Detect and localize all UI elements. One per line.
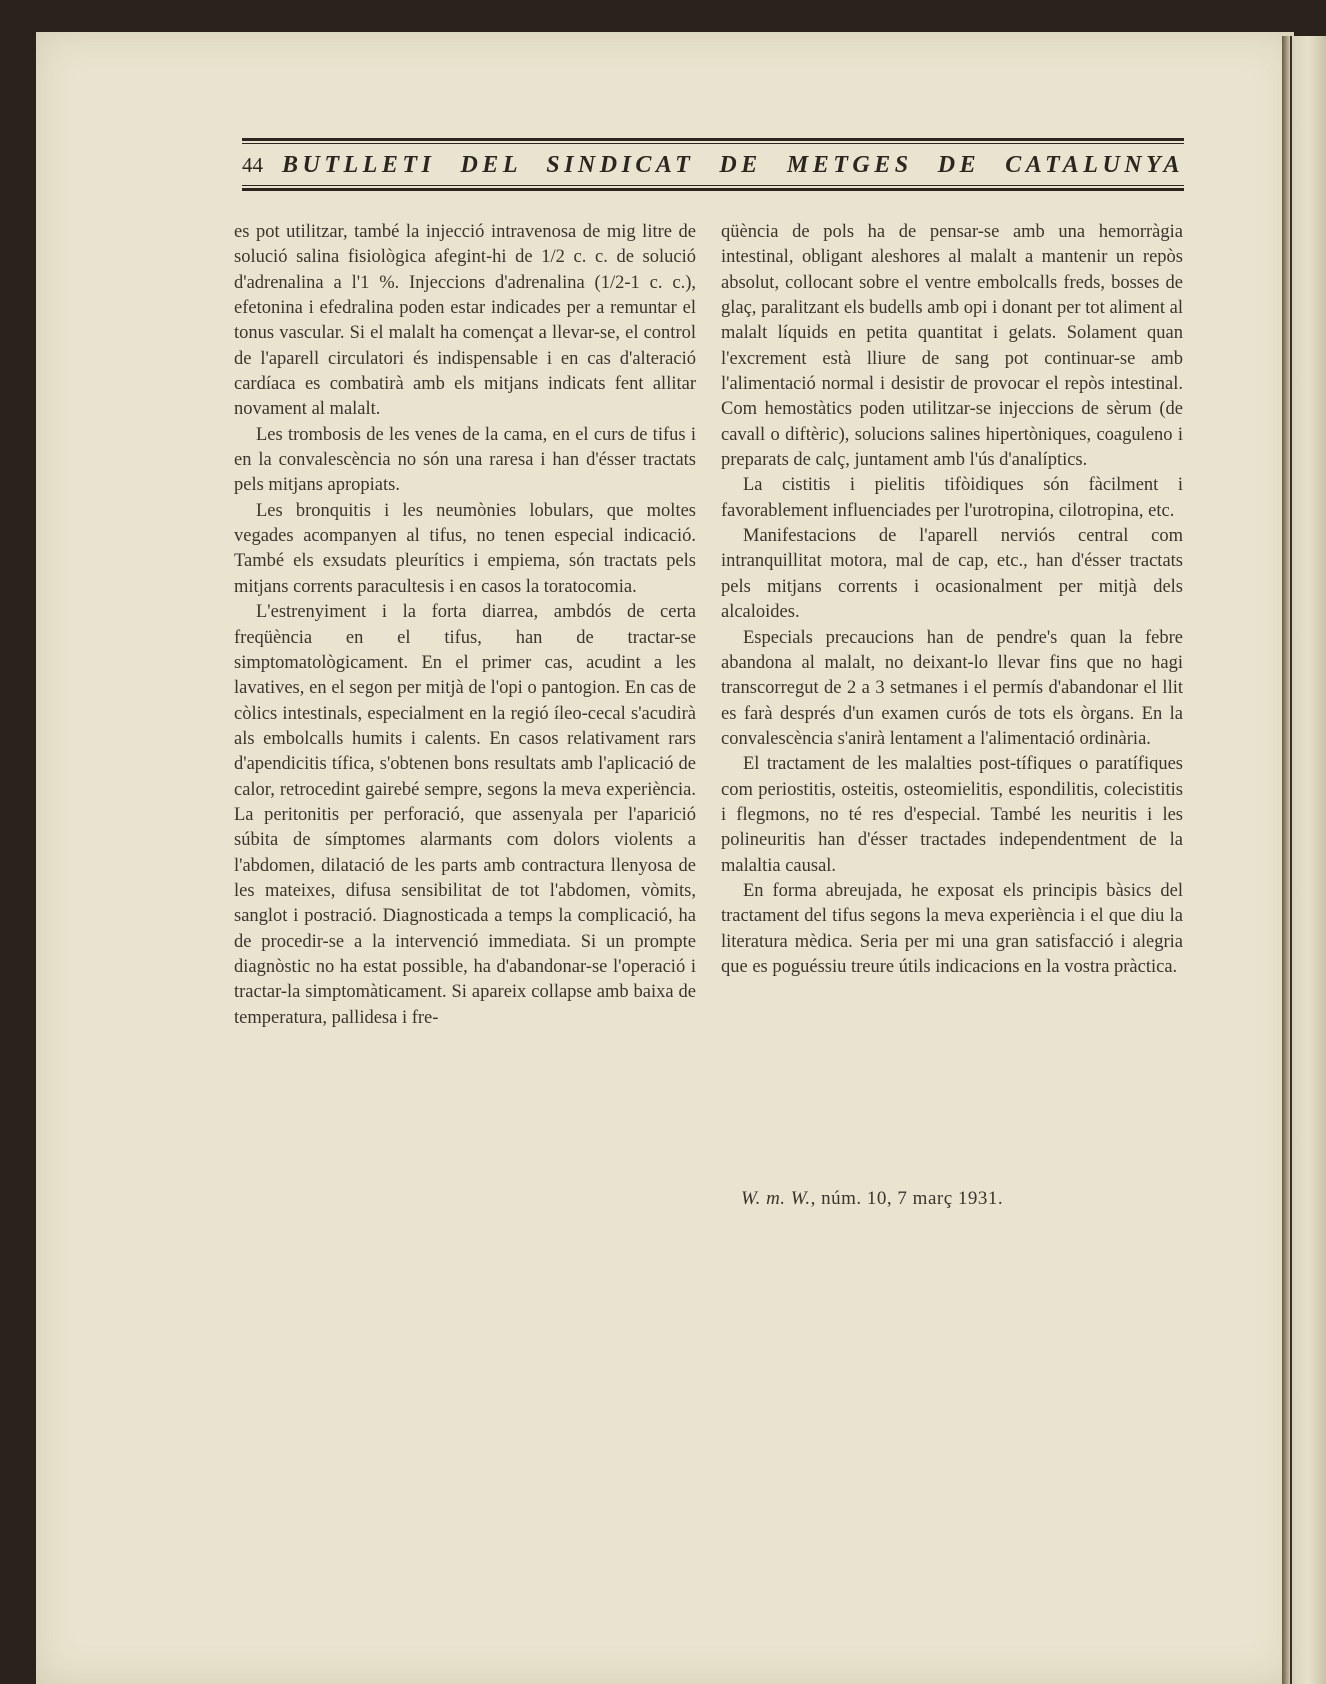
paragraph: En forma abreujada, he exposat els principis bàsics del tractament del tifus segons la meva experiència i el que diu la literatura mèdica. Seria per mi una gran satisfacció i alegria que es poguéssiu treure útils indicacions en la vostra pràctica. (721, 880, 1183, 977)
paragraph: qüència de pols ha de pensar-se amb una hemorràgia intestinal, obligant aleshores al malalt a mantenir un repòs absolut, collocant sobre el ventre embolcalls freds, bosses de glaç, paralitzant els budells amb opi i donant per tot aliment al malalt líquids en petita quantitat i gelats. Solament quan l'excrement està lliure de sang pot continuar-se amb l'alimentació normal i desistir de provocar el repòs intestinal. Com hemostàtics poden utilitzar-se injeccions de sèrum (de cavall o diftèric), solucions salines hipertòniques, coaguleno i preparats de calç, juntament amb l'ús d'analíptics. (721, 222, 1183, 471)
header-rule-top-thin (242, 143, 1184, 144)
running-header (242, 138, 1184, 192)
book-gutter-line (1290, 36, 1292, 1684)
citation-source: W. m. W. (741, 1188, 811, 1209)
header-rule-bottom-thin (242, 185, 1184, 186)
right-column (721, 220, 1183, 980)
paragraph: Les bronquitis i les neumònies lobulars, que moltes vegades acompanyen al tifus, no tenen especial indicació. També els exsudats pleurítics i empiema, són tractats pels mitjans corrents paracultesis i en casos la toratocomia. (234, 500, 696, 597)
header-rule-top (242, 138, 1184, 141)
paragraph: La cistitis i pielitis tifòidiques són fàcilment i favorablement influenciades per l'urotropina, cilotropina, etc. (721, 475, 1183, 521)
book-page-edge (1282, 36, 1326, 1684)
paragraph: Les trombosis de les venes de la cama, en el curs de tifus i en la convalescència no són una raresa i han d'ésser tractats pels mitjans apropiats. (234, 424, 696, 496)
left-column (234, 220, 696, 1031)
citation (741, 1188, 1141, 1210)
paragraph: El tractament de les malalties post-tífiques o paratífiques com periostitis, osteitis, osteomielitis, espondilitis, colecistitis i flegmons, no té res d'especial. També les neuritis i les polineuritis han d'ésser tractades independentment de la malaltia causal. (721, 754, 1183, 876)
header-rule-bottom (242, 188, 1184, 191)
journal-title: BUTLLETI DEL SINDICAT DE METGES DE CATALUNYA (282, 151, 1184, 178)
paragraph: es pot utilitzar, també la injecció intravenosa de mig litre de solució salina fisiològica afegint-hi de 1/2 c. c. de solució d'adrenalina a l'1 %. Injeccions d'adrenalina (1/2-1 c. c.), efetonina i efedralina poden estar indicades per a remuntar el tonus vascular. Si el malalt ha començat a llevar-se, el control de l'aparell circulatori és indispensable i en cas d'alteració cardíaca es combatirà amb els mitjans indicats fent allitar novament al malalt. (234, 222, 696, 420)
paragraph: L'estrenyiment i la forta diarrea, ambdós de certa freqüència en el tifus, han de tractar-se simptomatològicament. En el primer cas, acudint a les lavatives, en el segon per mitjà de l'opi o pantogion. En cas de còlics intestinals, especialment en la regió íleo-cecal s'acudirà als embolcalls humits i calents. En casos relativament rars d'apendicitis tífica, s'obtenen bons resultats amb l'aplicació de calor, retrocedint gairebé sempre, segons la meva experiència. La peritonitis per perforació, que assenyala per l'aparició súbita de símptomes alarmants com dolors violents a l'abdomen, dilatació de les parts amb contractura llenyosa de les mateixes, difusa sensibilitat de tot l'abdomen, vòmits, sanglot i postració. Diagnosticada a temps la complicació, ha de procedir-se a la intervenció immediata. Si un prompte diagnòstic no ha estat possible, ha d'abandonar-se l'operació i tractar-la simptomàticament. Si apareix collapse amb baixa de temperatura, pallidesa i fre- (234, 602, 696, 1028)
header-row (242, 149, 1184, 181)
citation-details: , núm. 10, 7 març 1931. (810, 1188, 1004, 1209)
page-number: 44 (242, 152, 263, 177)
paragraph: Manifestacions de l'aparell nerviós central com intranquillitat motora, mal de cap, etc., han d'ésser tractats pels mitjans corrents i ocasionalment per mitjà dels alcaloides. (721, 526, 1183, 623)
paragraph: Especials precaucions han de pendre's quan la febre abandona al malalt, no deixant-lo llevar fins que no hagi transcorregut de 2 a 3 setmanes i el permís d'abandonar el llit es farà després d'un examen curós de tots els òrgans. En la convalescència s'anirà lentament a l'alimentació ordinària. (721, 627, 1183, 749)
